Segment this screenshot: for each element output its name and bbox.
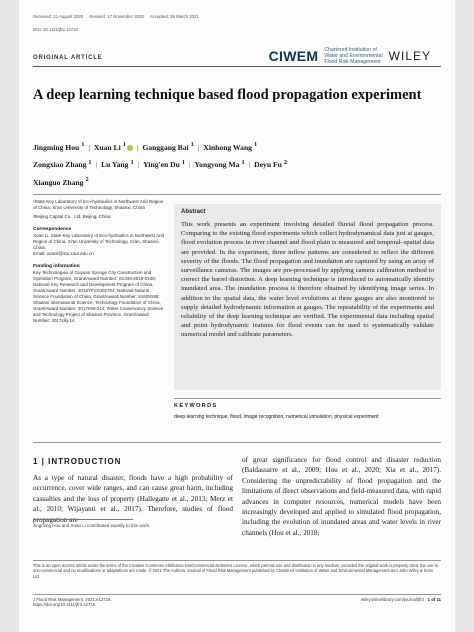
abstract-text: This work presents an experiment involving detailed fluvial flood propagation process. Comparing to the existing flood experiments which collect hydrodynamical data just at gauges, flood evolution process in river channel and flood plain is measured and temporal–spatial data are provided. In the experiment, three inflow patterns are considered to reflect the different severity of the floods. The flood propagation and inundation are captured by using an array of surveillance cameras. The images are pre-processed by applying camera calibration method to correct the barrel distortion. A deep learning technique is introduced to automatically identify inundated area. The inundation process is therefore obtained by identifying image series. In addition to the spatial data, the water level evolutions at three gauges are also monitored to supply detailed hydrodynamic information at gauges. The repeatability of the experiments and reliability of the deep learning technique are verified. The experimental data including spatial and point hydrodynamic features for flood events can be used to systematically validate numerical model and calibrate parameters. [181,221,434,339]
paper-title: A deep learning technique based flood propagation experiment [33,87,422,103]
author-separator: | [137,160,140,170]
author-affiliation-marker: 1 [181,158,185,166]
author-separator: | [136,142,139,152]
funding-text: Key Technologies of Guyuan Sponge City Construction and Operation Program, Grant/Award Number: SCSM-2018-0106; National Key Research and Development Program of China, Grant/Award Number: 2016YFC0402704; National Natural Science Foundation of China, Grant/Award Number: 51609199; Shaanxi International Science, Technology Foundation of China, Grant/Award Number: 2017KW-014; Water Conservancy Science and Technology Project of Shaanxi Province, Grant/Award Number: 2017slkj-14 [33,270,164,323]
license-divider [33,560,441,561]
author-affiliation-marker: 1 [81,141,85,148]
keywords-heading: KEYWORDS [174,403,218,409]
author-affiliation-marker: 1 [190,141,194,148]
author-name[interactable]: Jingming Hou [33,142,80,152]
introduction-heading: 1 | INTRODUCTION [33,457,122,466]
affiliation-1: ¹State Key Laboratory of Eco-hydraulics in Northwest Arid Region of China, Xi'an University of Technology, Shaanxi, China [33,199,164,210]
correspondence-email[interactable]: Email: xuanli@stu.xaut.edu.cn [33,251,94,256]
journal-logo: Chartered Institution of Water and Environmental Flood Risk Management [324,47,383,65]
wiley-logo: WILEY [388,49,431,63]
author-name[interactable]: Xuan Li [93,142,121,152]
abstract-box [174,204,441,390]
author-affiliation-marker: 1 [241,158,245,166]
author-separator: | [88,142,90,152]
revised-date: Revised: 17 November 2020 [89,14,144,19]
author-name[interactable]: Ying'en Du [143,160,180,170]
publisher-logos [269,47,431,65]
keywords-text: deep learning technique, flood, image recognition, numerical simulation, physical experiment [174,414,379,420]
author-name[interactable]: Xinhong Wang [203,142,252,152]
correspondence-text: Xuan Li, State Key Laboratory of Eco-hydraulics in Northwest Arid Region of China, Xi'an University of Technology, Xi'an, Shaanxi, China. [33,233,165,250]
paper-page [19,0,455,632]
accepted-date: Accepted: 29 March 2021 [149,14,199,19]
author-name[interactable]: Lu Yang [101,160,129,170]
author-name[interactable]: Zongxiao Zhang [33,160,87,170]
author-name[interactable]: Yongyong Ma [194,160,240,170]
page-number: 1 of 11 [427,597,441,602]
affiliation-2: ²Beijing Capital Co., Ltd, Beijing, China [33,214,111,219]
author-affiliation-marker: 1 [253,141,258,148]
author-name[interactable]: Xianguo Zhang [33,177,84,187]
footer-journal [361,597,441,602]
author-name[interactable]: Ganggang Bai [142,142,189,152]
orcid-icon[interactable] [127,145,133,151]
keywords-divider [174,398,441,399]
journal-url-link[interactable]: wileyonlinelibrary.com/journal/jfr3 [361,597,425,602]
author-affiliation-marker: 2 [283,158,287,166]
author-affiliation-marker: 1 [88,158,92,166]
author-affiliation-marker: 1 [130,158,134,166]
author-affiliation-marker: 1 [122,141,126,148]
equal-contribution-footnote: Jingming Hou and Xuan Li contributed equally to this work. [33,523,151,528]
author-separator: | [95,160,98,170]
footer-doi-link[interactable]: https://doi.org/10.1111/jfr3.12716 [33,602,96,607]
received-date: Received: 21 August 2020 [33,14,84,19]
author-affiliation-marker: 2 [85,176,89,184]
section-divider [33,442,441,443]
author-list [33,137,435,190]
footer-citation: J Flood Risk Management. 2021;e12716. https://doi.org/10.1111/jfr3.12716 [33,597,112,607]
author-separator: | [248,160,251,170]
license-notice: This is an open access article under the terms of the Creative Commons Attribution-NonCommercial-NoDerivs License, which permits use and distribution in any medium, provided the original work is properly cited, the use is non-commercial and no modifications or adaptations are made. © 2021 The Authors. Journal of Flood Risk Management published by Chartered Institution of Water and Environmental Management and John Wiley & Sons Ltd. [33,563,438,579]
correspondence-heading: Correspondence [33,227,72,232]
introduction-left-column: As a type of natural disaster, floods have a high probability of occurrence, cover wide ranges, and can cause great harm, including casualties and the loss of property (Hallegatte et al., 2013; Merz et al., 2010; Wijayanti et al., 2017). Therefore, studies of flood propagation are [33,474,233,524]
article-doi[interactable]: DOI: 10.1111/jfr3.12716 [33,27,78,32]
introduction-right-column: of great significance for flood control and disaster reduction (Baldassarre et al., 2009; Hou et al., 2020; Xia et al., 2017). Considering the unpredictability of flood propagation and the limitations of direct observations and field-measured data, with rapid advances in computer resources, numerical models have been increasingly developed and applied to simulated flood propagation, including the evolution of inundated areas and water levels in river channels (Hou et al., 2018; [242,456,441,537]
article-type-label: ORIGINAL ARTICLE [33,55,103,61]
ciwem-logo: CIWEM [268,48,319,64]
header-divider [33,66,441,67]
footnote-divider [33,519,133,520]
footer-divider [33,594,441,595]
authors-divider [33,194,441,195]
author-name[interactable]: Deyu Fu [254,160,282,170]
author-separator: | [189,160,191,170]
funding-heading: Funding information [33,264,80,269]
article-info-sidebar [33,199,166,324]
abstract-heading: Abstract [181,209,206,215]
article-dates [33,14,204,19]
author-separator: | [197,142,200,152]
